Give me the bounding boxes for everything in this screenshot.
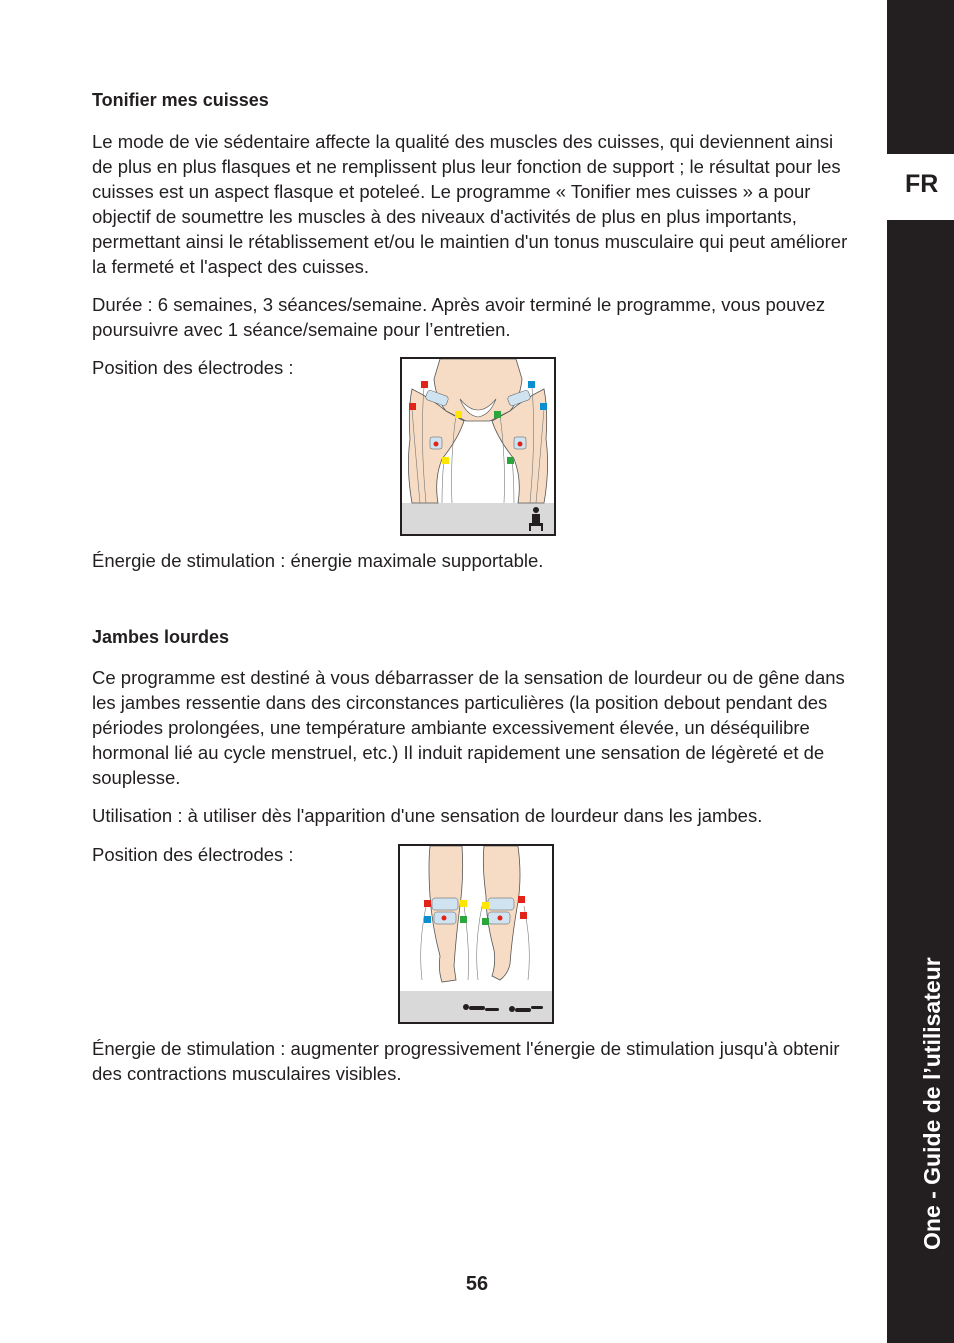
pad-dot-right — [498, 916, 503, 921]
electrode-blue-right — [528, 381, 535, 388]
electrode-red-right-2 — [520, 912, 527, 919]
electrode-red-left-2 — [409, 403, 416, 410]
floor-area — [402, 503, 554, 534]
electrode-green-left — [460, 916, 467, 923]
legs-electrode-figure — [398, 844, 554, 1024]
section-body-tonifier: Le mode de vie sédentaire affecte la qualité des muscles des cuisses, qui deviennent ainsi de plus en plus flasques et ne remplissent plus leur fonction de support ; le résultat pour les cuisses est un aspect flasque et poteleé. Le programme « Tonifier mes cuisses » a pour objectif de soumettre les muscles à des niveaux d'activités de plus en plus importants, permettant ainsi le rétablissement et/ou le maintien d'un tonus musculaire qui peut améliorer la fermeté et l'aspect des cuisses. — [92, 131, 848, 277]
section-heading-tonifier: Tonifier mes cuisses — [92, 90, 269, 110]
electrode-red-left — [424, 900, 431, 907]
pad-dot-left — [442, 916, 447, 921]
electrode-red-left — [421, 381, 428, 388]
energy-text-2: Énergie de stimulation : augmenter progressivement l'énergie de stimulation jusqu'à obtenir des contractions musculaires visibles. — [92, 1038, 840, 1084]
electrode-yellow-left — [460, 900, 467, 907]
sidebar-title: One - Guide de l’utilisateur — [919, 957, 945, 1250]
electrodes-label-1: Position des électrodes : — [92, 357, 294, 378]
leg-pad-upper-right — [488, 898, 514, 910]
section-body-jambes: Ce programme est destiné à vous débarrasser de la sensation de lourdeur ou de gêne dans les jambes ressentie dans des circonstances particulières (la position debout pendant des périodes prolongées, une température ambiante excessivement élevée, un déséquilibre hormonal lié au cycle menstruel, etc.) Il induit rapidement une sensation de légèreté et de souplesse. — [92, 667, 845, 788]
page-number: 56 — [465, 1273, 489, 1295]
electrode-green-right — [494, 411, 501, 418]
duration-text: Durée : 6 semaines, 3 séances/semaine. Après avoir terminé le programme, vous pouvez poursuivre avec 1 séance/semaine pour l’entretien. — [92, 294, 826, 340]
leg-pad-upper-left — [432, 898, 458, 910]
electrode-blue-left — [424, 916, 431, 923]
pad-dot-left — [434, 442, 439, 447]
energy-text-1: Énergie de stimulation : énergie maximale supportable. — [92, 550, 544, 571]
electrode-green-right-2 — [507, 457, 514, 464]
electrode-yellow-right — [482, 902, 489, 909]
electrode-red-right — [518, 896, 525, 903]
electrode-blue-right-2 — [540, 403, 547, 410]
thigh-electrode-figure — [400, 357, 556, 536]
electrode-green-right — [482, 918, 489, 925]
section-heading-jambes: Jambes lourdes — [92, 627, 230, 647]
thigh-electrode-illustration — [402, 359, 554, 534]
electrodes-label-2: Position des électrodes : — [92, 844, 294, 865]
language-label: FR — [905, 170, 939, 198]
pad-dot-right — [518, 442, 523, 447]
electrode-yellow-left — [455, 411, 462, 418]
legs-electrode-illustration — [400, 846, 552, 1022]
usage-text: Utilisation : à utiliser dès l'apparition d'une sensation de lourdeur dans les jambes. — [92, 805, 763, 826]
electrode-yellow-left-2 — [442, 457, 449, 464]
